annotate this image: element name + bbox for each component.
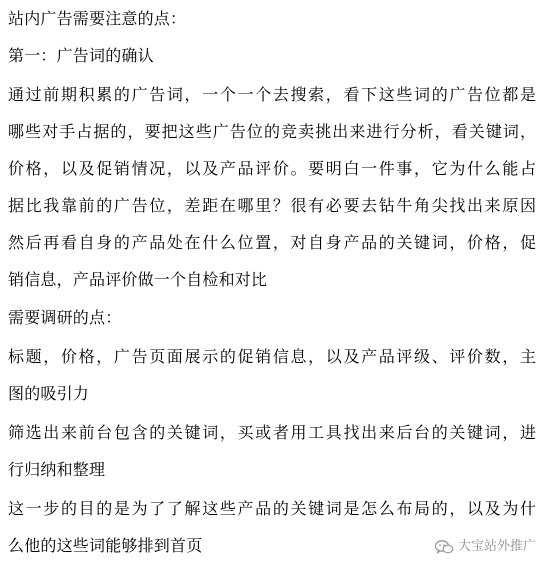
paragraph-line: 价格，以及促销情况，以及产品评价。要明白一件事，它为什么能占 bbox=[8, 159, 536, 178]
paragraph-line: 这一步的目的是为了了解这些产品的关键词是怎么布局的，以及为什 bbox=[8, 499, 536, 518]
section-title: 第一：广告词的确认 bbox=[8, 46, 154, 65]
heading-notes: 站内广告需要注意的点： bbox=[8, 9, 187, 28]
paragraph-line: 筛选出来前台包含的关键词，买或者用工具找出来后台的关键词，进 bbox=[8, 423, 536, 442]
paragraph-line: 哪些对手占据的，要把这些广告位的竞卖挑出来进行分析，看关键词， bbox=[8, 122, 536, 141]
paragraph-line: 标题，价格，广告页面展示的促销信息，以及产品评级、评价数，主 bbox=[8, 347, 536, 366]
wechat-icon bbox=[434, 539, 454, 555]
paragraph-line: 据比我靠前的广告位，差距在哪里？很有必要去钻牛角尖找出来原因 bbox=[8, 196, 536, 215]
paragraph-line: 然后再看自身的产品处在什么位置，对自身产品的关键词，价格，促 bbox=[8, 233, 536, 252]
paragraph-line: 通过前期积累的广告词，一个一个去搜索，看下这些词的广告位都是 bbox=[8, 85, 536, 104]
watermark-text: 大宝站外推广 bbox=[457, 539, 536, 554]
paragraph-line: 么他的这些词能够排到首页 bbox=[8, 536, 203, 555]
paragraph-line: 行归纳和整理 bbox=[8, 460, 106, 479]
paragraph-line: 销信息，产品评价做一个自检和对比 bbox=[8, 270, 268, 289]
subheading-research: 需要调研的点： bbox=[8, 308, 122, 327]
paragraph-line: 图的吸引力 bbox=[8, 384, 90, 403]
watermark bbox=[434, 539, 536, 555]
